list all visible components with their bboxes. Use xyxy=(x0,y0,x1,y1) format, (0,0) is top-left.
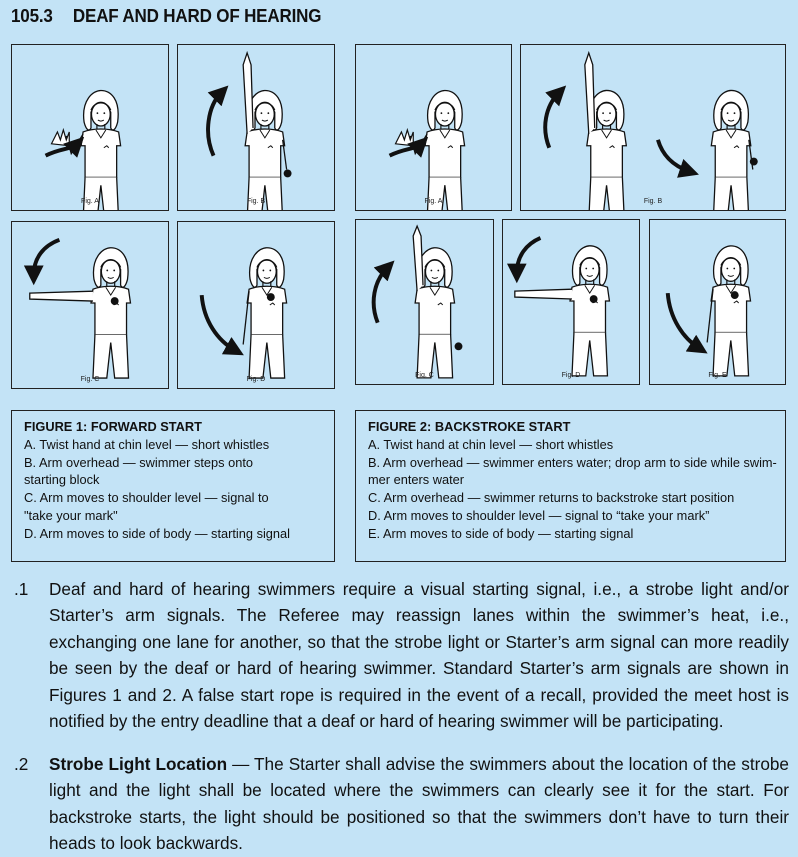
figure2-panel-a xyxy=(355,44,512,211)
paragraph-number: .1 xyxy=(14,579,29,599)
fig-label: Fig. E xyxy=(708,372,727,379)
shoulder-level-illustration xyxy=(503,220,639,384)
figure2-panel-d xyxy=(502,219,640,385)
fig-label: Fig. D xyxy=(246,376,266,383)
figure1-panel-a xyxy=(11,44,169,211)
fig-label: Fig. A xyxy=(424,198,443,205)
figure1-panel-c xyxy=(11,221,169,389)
figure2-panel-c xyxy=(355,219,494,385)
figure2-caption xyxy=(355,410,786,562)
paragraph-text xyxy=(49,751,789,857)
paragraph-number: .2 xyxy=(14,754,29,774)
arm-overhead-illustration xyxy=(178,45,334,210)
arm-overhead-illustration xyxy=(356,220,493,384)
twist-hand-illustration xyxy=(356,45,511,210)
shoulder-level-illustration xyxy=(12,222,168,388)
caption-line: B. Arm overhead — swimmer enters water; drop arm to side while swim- xyxy=(368,454,777,470)
figure1-panel-b xyxy=(177,44,335,211)
figure1-caption xyxy=(11,410,335,562)
caption-line: C. Arm overhead — swimmer returns to backstroke start position xyxy=(368,490,735,506)
fig-label: Fig. C xyxy=(415,372,434,379)
arm-overhead-drop-illustration xyxy=(521,45,785,210)
caption-line: E. Arm moves to side of body — starting signal xyxy=(368,525,634,541)
caption-line: C. Arm moves to shoulder level — signal to xyxy=(24,490,269,506)
caption-line: D. Arm moves to side of body — starting signal xyxy=(24,525,291,541)
caption-line: mer enters water xyxy=(368,472,465,488)
caption-line: "take your mark" xyxy=(24,507,118,523)
caption-line: starting block xyxy=(24,472,100,488)
fig-label: Fig. B xyxy=(246,198,266,205)
paragraph-text xyxy=(49,576,789,734)
figure2-panel-e xyxy=(649,219,786,385)
paragraph-bold: Strobe Light Location xyxy=(49,754,228,774)
figure1-panel-d xyxy=(177,221,335,389)
caption-line: B. Arm overhead — swimmer steps onto xyxy=(24,454,254,470)
caption-title: FIGURE 1: FORWARD START xyxy=(24,419,202,434)
paragraph-body: — The Starter shall advise the swimmers about the location of the strobe light and the light shall be located where the swimmers can clearly see it for the start. For backstroke starts, the light should be positioned so that the swimmers don’t have to turn their heads to look backwards. xyxy=(49,754,789,854)
figure2-panel-b xyxy=(520,44,786,211)
caption-title: FIGURE 2: BACKSTROKE START xyxy=(368,419,571,434)
section-number: 105.3 xyxy=(11,5,53,26)
side-of-body-illustration xyxy=(650,220,785,384)
caption-line: A. Twist hand at chin level — short whistles xyxy=(368,436,614,452)
side-of-body-illustration xyxy=(178,222,334,388)
caption-line: D. Arm moves to shoulder level — signal to “take your mark” xyxy=(368,507,710,523)
section-title: DEAF AND HARD OF HEARING xyxy=(72,5,322,26)
fig-label: Fig. B xyxy=(643,198,663,205)
fig-label: Fig. C xyxy=(80,376,100,383)
fig-label: Fig. D xyxy=(561,372,581,379)
twist-hand-illustration xyxy=(12,45,168,210)
section-heading xyxy=(11,5,321,27)
caption-line: A. Twist hand at chin level — short whistles xyxy=(24,436,270,452)
fig-label: Fig. A xyxy=(81,198,99,205)
paragraph-body: Deaf and hard of hearing swimmers require a visual starting signal, i.e., a strobe light and/or Starter’s arm signals. The Referee may reassign lanes within the swimmer’s heat, i.e., exchanging one lane for another, so that the strobe light or Starter’s arm signal can more readily be seen by the deaf or hard of hearing swimmer. Standard Starter’s arm signals are shown in Figures 1 and 2. A false start rope is required in the event of a recall, provided the meet host is notified by the entry deadline that a deaf or hard of hearing swimmer will be participating. xyxy=(49,579,789,732)
